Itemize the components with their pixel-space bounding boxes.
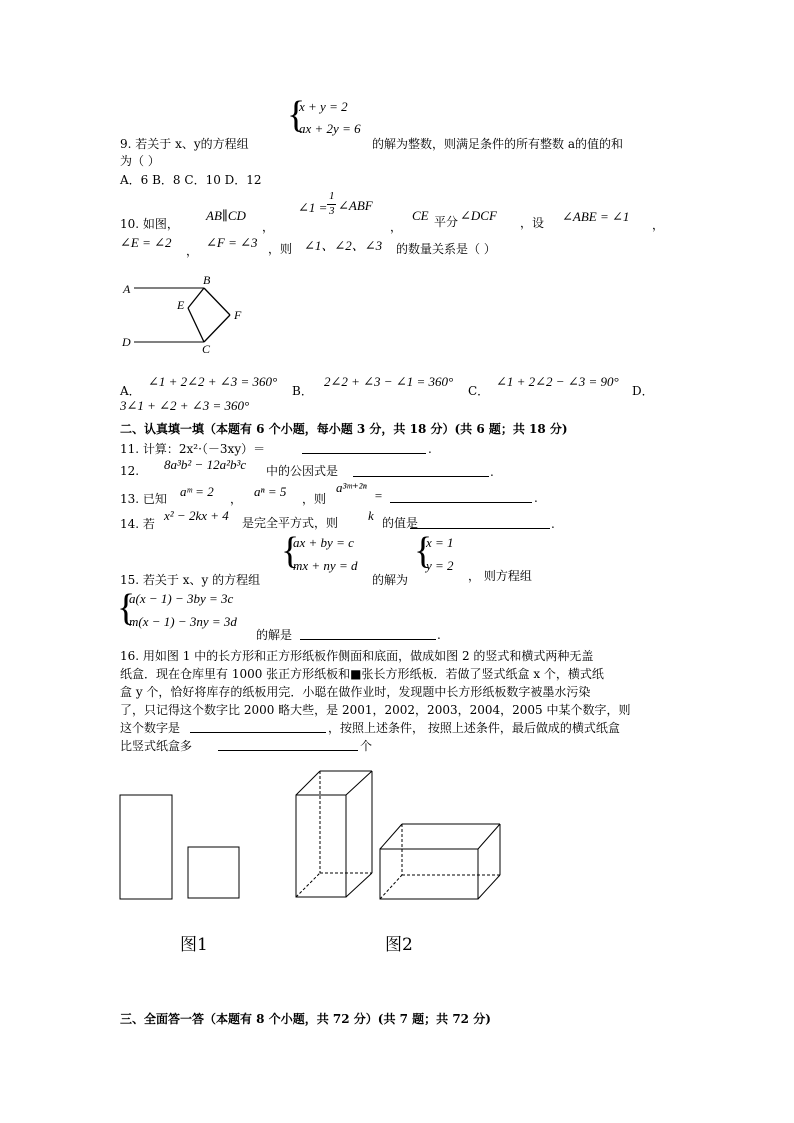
q16-figures bbox=[110, 765, 520, 900]
q16-line5b: ，按照上述条件， 按照上述条件，最后做成的横式纸盒 bbox=[328, 721, 620, 735]
q10-then: ，则 bbox=[268, 242, 293, 256]
q10-prefix: 10. 如图， bbox=[120, 217, 179, 231]
q16-line2: 纸盒．现在仓库里有 1000 张正方形纸板和■张长方形纸板．若做了竖式纸盒 x 个，横式纸 bbox=[120, 667, 604, 681]
q10-ab-parallel-cd: AB∥CD bbox=[206, 208, 246, 223]
q9-system-line2: ax + 2y = 6 bbox=[299, 121, 361, 136]
q16-answer-blank2[interactable] bbox=[218, 738, 358, 751]
q9-brace: { bbox=[287, 94, 306, 136]
q9-prefix: 9. 若关于 x、y的方程组 bbox=[120, 137, 249, 151]
q16-line6b: 个 bbox=[360, 739, 373, 753]
label-a: A bbox=[123, 282, 131, 296]
label-f: F bbox=[234, 308, 242, 322]
q12-text: 中的公因式是 bbox=[266, 464, 339, 478]
q13-num: 13. 已知 bbox=[120, 492, 167, 506]
q15-tail: ， 则方程组 bbox=[468, 569, 532, 583]
q12-expr: 8a³b² − 12a²b³c bbox=[164, 457, 247, 472]
q13-expr: a³ᵐ⁺²ⁿ bbox=[336, 480, 367, 495]
q10-frac-num: 1 bbox=[329, 190, 335, 202]
q16-line6a: 比竖式纸盒多 bbox=[120, 739, 193, 753]
q10-optD: 3∠1 + ∠2 + ∠3 = 360° bbox=[120, 398, 250, 413]
line-ec bbox=[188, 308, 204, 342]
fig2-horizontal-box bbox=[380, 824, 500, 899]
q15-sys1-l1: ax + by = c bbox=[293, 535, 354, 550]
q14-num: 14. 若 bbox=[120, 517, 155, 531]
q11-answer-blank[interactable] bbox=[302, 441, 426, 454]
q15-mid: 的解为 bbox=[372, 573, 409, 587]
q10-optC: ∠1 + 2∠2 − ∠3 = 90° bbox=[496, 374, 619, 389]
q9-system-line1: x + y = 2 bbox=[299, 99, 348, 114]
q10-optC-label: C． bbox=[468, 384, 490, 398]
q16-line5a: 这个数字是 bbox=[120, 721, 181, 735]
q15-prefix: 15. 若关于 x、y 的方程组 bbox=[120, 573, 261, 587]
q10-optA-label: A． bbox=[120, 384, 141, 398]
q10-comma2: ， bbox=[390, 220, 403, 234]
q10-relation: 的数量关系是（ ） bbox=[396, 242, 496, 256]
q14-k: k bbox=[368, 508, 374, 523]
q10-ce: CE bbox=[412, 208, 429, 223]
q10-comma4: ， bbox=[186, 244, 199, 258]
q15-period: . bbox=[437, 628, 441, 642]
label-d: D bbox=[122, 335, 131, 349]
q13-sep: ， bbox=[230, 492, 243, 506]
q10-angle-abf: ∠ABF bbox=[338, 198, 373, 213]
q15-brace1: { bbox=[281, 530, 300, 572]
q10-dcf: ∠DCF bbox=[460, 208, 497, 223]
q16-fig1-caption: 图1 bbox=[180, 935, 208, 955]
q9-suffix: 的解为整数，则满足条件的所有整数 a的值的和 bbox=[372, 137, 623, 151]
q12-period: . bbox=[490, 465, 494, 479]
q10-abe: ∠ABE = ∠1 bbox=[562, 209, 630, 224]
q10-angle1: ∠1 = bbox=[298, 200, 328, 215]
line-be bbox=[188, 288, 204, 308]
q12-answer-blank[interactable] bbox=[353, 464, 489, 477]
label-b: B bbox=[203, 273, 211, 287]
q10-optA: ∠1 + 2∠2 + ∠3 = 360° bbox=[148, 374, 278, 389]
section3-heading: 三、全面答一答（本题有 8 个小题，共 72 分）(共 7 题；共 72 分) bbox=[120, 1012, 491, 1026]
q13-period: . bbox=[534, 491, 538, 505]
q13-then: ，则 bbox=[302, 492, 327, 506]
q15-sol-l2: y = 2 bbox=[426, 558, 454, 573]
q16-fig2-caption: 图2 bbox=[385, 935, 413, 955]
q10-comma1: ， bbox=[262, 220, 275, 234]
q16-line4: 了，只记得这个数字比 2000 略大些，是 2001，2002，2003，2004，2005 中某个数字，则 bbox=[120, 703, 631, 717]
q14-text: 是完全平方式，则 bbox=[242, 516, 339, 530]
q10-optD-label: D． bbox=[632, 384, 654, 398]
q15-sol-text: 的解是 bbox=[256, 628, 293, 642]
q10-f3: ∠F = ∠3 bbox=[206, 235, 258, 250]
q12-num: 12. bbox=[120, 464, 140, 478]
line-fc bbox=[204, 315, 230, 342]
q10-comma3: ， bbox=[652, 218, 665, 232]
q10-optB-label: B． bbox=[292, 384, 313, 398]
fig1-square bbox=[188, 847, 239, 898]
q10-angles: ∠1、∠2、∠3 bbox=[304, 238, 383, 253]
q15-brace3: { bbox=[117, 587, 136, 629]
label-c: C bbox=[202, 342, 211, 356]
q11-text: 11. 计算：2x²·（－3xy）＝ bbox=[120, 442, 266, 456]
q16-answer-blank1[interactable] bbox=[190, 720, 326, 733]
q10-frac-den: 3 bbox=[329, 205, 335, 217]
q9-line2: 为（ ） bbox=[120, 154, 160, 168]
q15-sol-l1: x = 1 bbox=[426, 535, 454, 550]
q9-options: A．6 B．8 C．10 D．12 bbox=[120, 173, 262, 187]
q13-answer-blank[interactable] bbox=[390, 490, 532, 503]
q15-sys1-l2: mx + ny = d bbox=[293, 558, 358, 573]
q14-expr: x² − 2kx + 4 bbox=[164, 508, 229, 523]
q16-line3: 盒 y 个，恰好将库存的纸板用完．小聪在做作业时，发现题中长方形纸板数字被墨水污染 bbox=[120, 685, 591, 699]
line-bf bbox=[204, 288, 230, 315]
section2-heading: 二、认真填一填（本题有 6 个小题，每小题 3 分，共 18 分）(共 6 题；共 18 分) bbox=[120, 422, 568, 436]
q10-e2: ∠E = ∠2 bbox=[120, 235, 172, 250]
q14-answer-blank[interactable] bbox=[410, 516, 550, 529]
q15-brace2: { bbox=[414, 530, 433, 572]
q16-line1: 16. 用如图 1 中的长方形和正方形纸板作侧面和底面，做成如图 2 的竖式和横式两种无盖 bbox=[120, 649, 594, 663]
q10-bisects: 平分 bbox=[434, 215, 459, 229]
label-e: E bbox=[177, 298, 185, 312]
q15-answer-blank[interactable] bbox=[300, 627, 436, 640]
q10-set: ，设 bbox=[520, 216, 545, 230]
q14-period: . bbox=[551, 517, 555, 531]
q15-sys2-l1: a(x − 1) − 3by = 3c bbox=[129, 591, 234, 606]
q13-an: aⁿ = 5 bbox=[254, 484, 287, 499]
q14-tail: 的值是 bbox=[382, 516, 419, 530]
q13-am: aᵐ = 2 bbox=[180, 484, 214, 499]
q10-figure bbox=[118, 272, 258, 358]
fig2-vertical-box bbox=[296, 771, 372, 897]
q10-optB: 2∠2 + ∠3 − ∠1 = 360° bbox=[324, 374, 454, 389]
q13-eq: = bbox=[374, 488, 383, 503]
fig1-rectangle bbox=[120, 795, 172, 899]
q11-period: . bbox=[428, 442, 432, 456]
q15-sys2-l2: m(x − 1) − 3ny = 3d bbox=[129, 614, 237, 629]
